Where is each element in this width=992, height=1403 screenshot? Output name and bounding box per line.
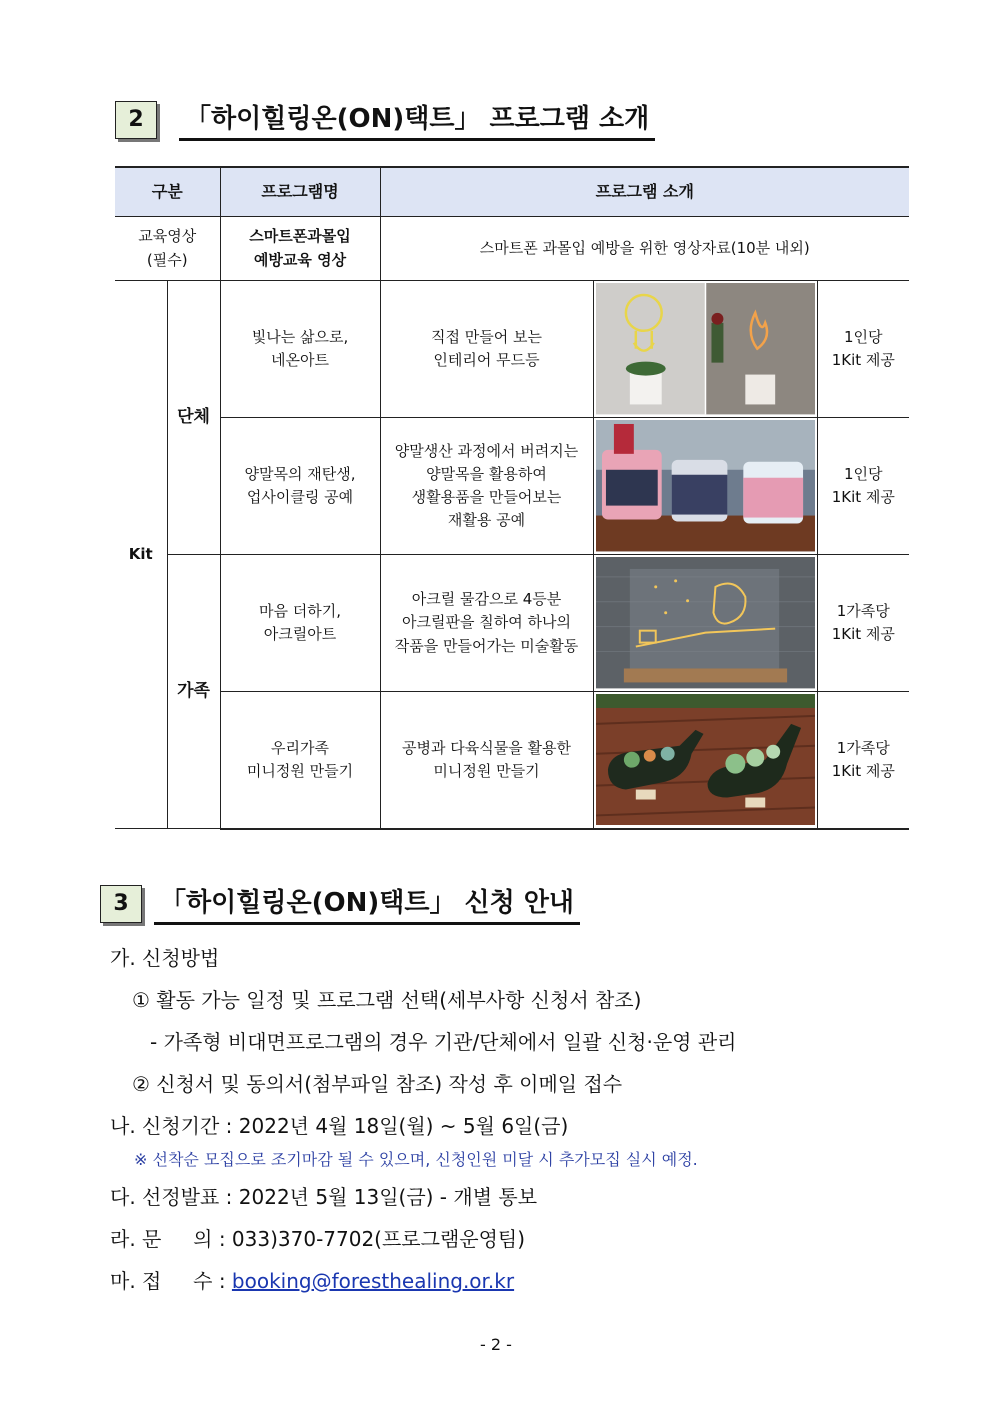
edu-category-line2: (필수) — [146, 250, 188, 269]
header-intro: 프로그램 소개 — [380, 167, 909, 217]
program-desc — [380, 555, 593, 692]
provision-line1: 1인당 — [844, 464, 883, 483]
program-desc-line: 작품을 만들어가는 미술활동 — [394, 636, 579, 655]
provision-line1: 1인당 — [844, 327, 883, 346]
edu-category — [115, 217, 220, 281]
guide-submission — [110, 1271, 514, 1291]
group-label: 단체 — [167, 281, 220, 555]
program-desc-line: 양말목을 활용하여 — [426, 464, 547, 483]
provision — [817, 281, 909, 418]
provision-line1: 1가족당 — [836, 738, 890, 757]
provision — [817, 692, 909, 829]
provision-line2: 1Kit 제공 — [831, 488, 895, 506]
guide-submission-label: 마. 접 수 : — [110, 1269, 232, 1293]
provision-line2: 1Kit 제공 — [831, 625, 895, 643]
program-name — [220, 692, 380, 829]
page-number: - 2 - — [480, 1335, 512, 1354]
program-name-line2: 아크릴아트 — [263, 625, 337, 643]
program-desc-line: 생활용품을 만들어보는 — [411, 488, 562, 506]
provision-line2: 1Kit 제공 — [831, 761, 895, 780]
program-name-line1: 마음 더하기, — [259, 601, 342, 620]
section3-heading — [100, 882, 580, 925]
guide-period-note: ※ 선착순 모집으로 조기마감 될 수 있으며, 신청인원 미달 시 추가모집 실시 예정. — [134, 1150, 698, 1169]
edu-program — [220, 217, 380, 281]
program-desc — [380, 418, 593, 555]
edu-program-line1: 스마트폰과몰입 — [249, 227, 351, 246]
provision-line1: 1가족당 — [836, 601, 890, 620]
program-table — [115, 166, 909, 830]
family-label: 가족 — [167, 555, 220, 829]
program-name — [220, 555, 380, 692]
guide-period: 나. 신청기간 : 2022년 4월 18일(월) ~ 5월 6일(금) — [110, 1114, 569, 1138]
neon-art-image — [596, 283, 815, 414]
program-desc-line: 인테리어 무드등 — [433, 351, 540, 369]
section2-number: 2 — [115, 101, 157, 139]
program-desc-line: 재활용 공예 — [447, 511, 526, 530]
section2-title: 「하이힐링온(ON)택트」 프로그램 소개 — [179, 98, 655, 141]
mini-garden-photo — [593, 692, 817, 829]
provision — [817, 555, 909, 692]
section3-title: 「하이힐링온(ON)택트」 신청 안내 — [154, 882, 580, 925]
program-desc-line: 공병과 다육식물을 활용한 — [402, 738, 571, 757]
program-desc-line: 아크릴판을 칠하여 하나의 — [402, 613, 571, 632]
guide-announcement: 다. 선정발표 : 2022년 5월 13일(금) - 개별 통보 — [110, 1185, 538, 1209]
program-desc-line: 직접 만들어 보는 — [431, 327, 542, 346]
program-name-line2: 네온아트 — [271, 351, 329, 369]
provision-line2: 1Kit 제공 — [831, 351, 895, 369]
acrylic-art-image — [596, 557, 815, 688]
guide-method-step1-note: - 가족형 비대면프로그램의 경우 기관/단체에서 일괄 신청·운영 관리 — [150, 1030, 737, 1054]
section2-heading — [115, 98, 655, 141]
program-name — [220, 281, 380, 418]
section3-number: 3 — [100, 885, 142, 923]
program-desc — [380, 281, 593, 418]
program-desc — [380, 692, 593, 829]
program-name-line2: 미니정원 만들기 — [246, 761, 354, 780]
upcycling-photo — [593, 418, 817, 555]
upcycling-image — [596, 420, 815, 551]
neon-art-photo — [593, 281, 817, 418]
program-desc-line: 양말생산 과정에서 버려지는 — [394, 441, 579, 460]
mini-garden-image — [596, 694, 815, 825]
acrylic-art-photo — [593, 555, 817, 692]
program-name-line2: 업사이클링 공예 — [246, 488, 354, 506]
provision — [817, 418, 909, 555]
header-category: 구분 — [115, 167, 220, 217]
guide-inquiry: 라. 문 의 : 033)370-7702(프로그램운영팀) — [110, 1227, 526, 1251]
program-desc-line: 미니정원 만들기 — [433, 761, 540, 780]
guide-method-step1: ① 활동 가능 일정 및 프로그램 선택(세부사항 신청서 참조) — [132, 988, 642, 1012]
program-name — [220, 418, 380, 555]
guide-method: 가. 신청방법 — [110, 946, 220, 970]
program-name-line1: 빛나는 삶으로, — [251, 327, 349, 346]
program-desc-line: 아크릴 물감으로 4등분 — [411, 590, 562, 609]
edu-program-line2: 예방교육 영상 — [253, 250, 347, 269]
header-program: 프로그램명 — [220, 167, 380, 217]
kit-label: Kit — [115, 281, 167, 829]
program-name-line1: 우리가족 — [271, 738, 329, 757]
guide-method-step2: ② 신청서 및 동의서(첨부파일 참조) 작성 후 이메일 접수 — [132, 1072, 623, 1096]
email-link[interactable]: booking@foresthealing.or.kr — [231, 1269, 515, 1293]
edu-intro: 스마트폰 과몰입 예방을 위한 영상자료(10분 내외) — [380, 217, 909, 281]
program-name-line1: 양말목의 재탄생, — [244, 464, 356, 483]
edu-category-line1: 교육영상 — [138, 227, 197, 246]
